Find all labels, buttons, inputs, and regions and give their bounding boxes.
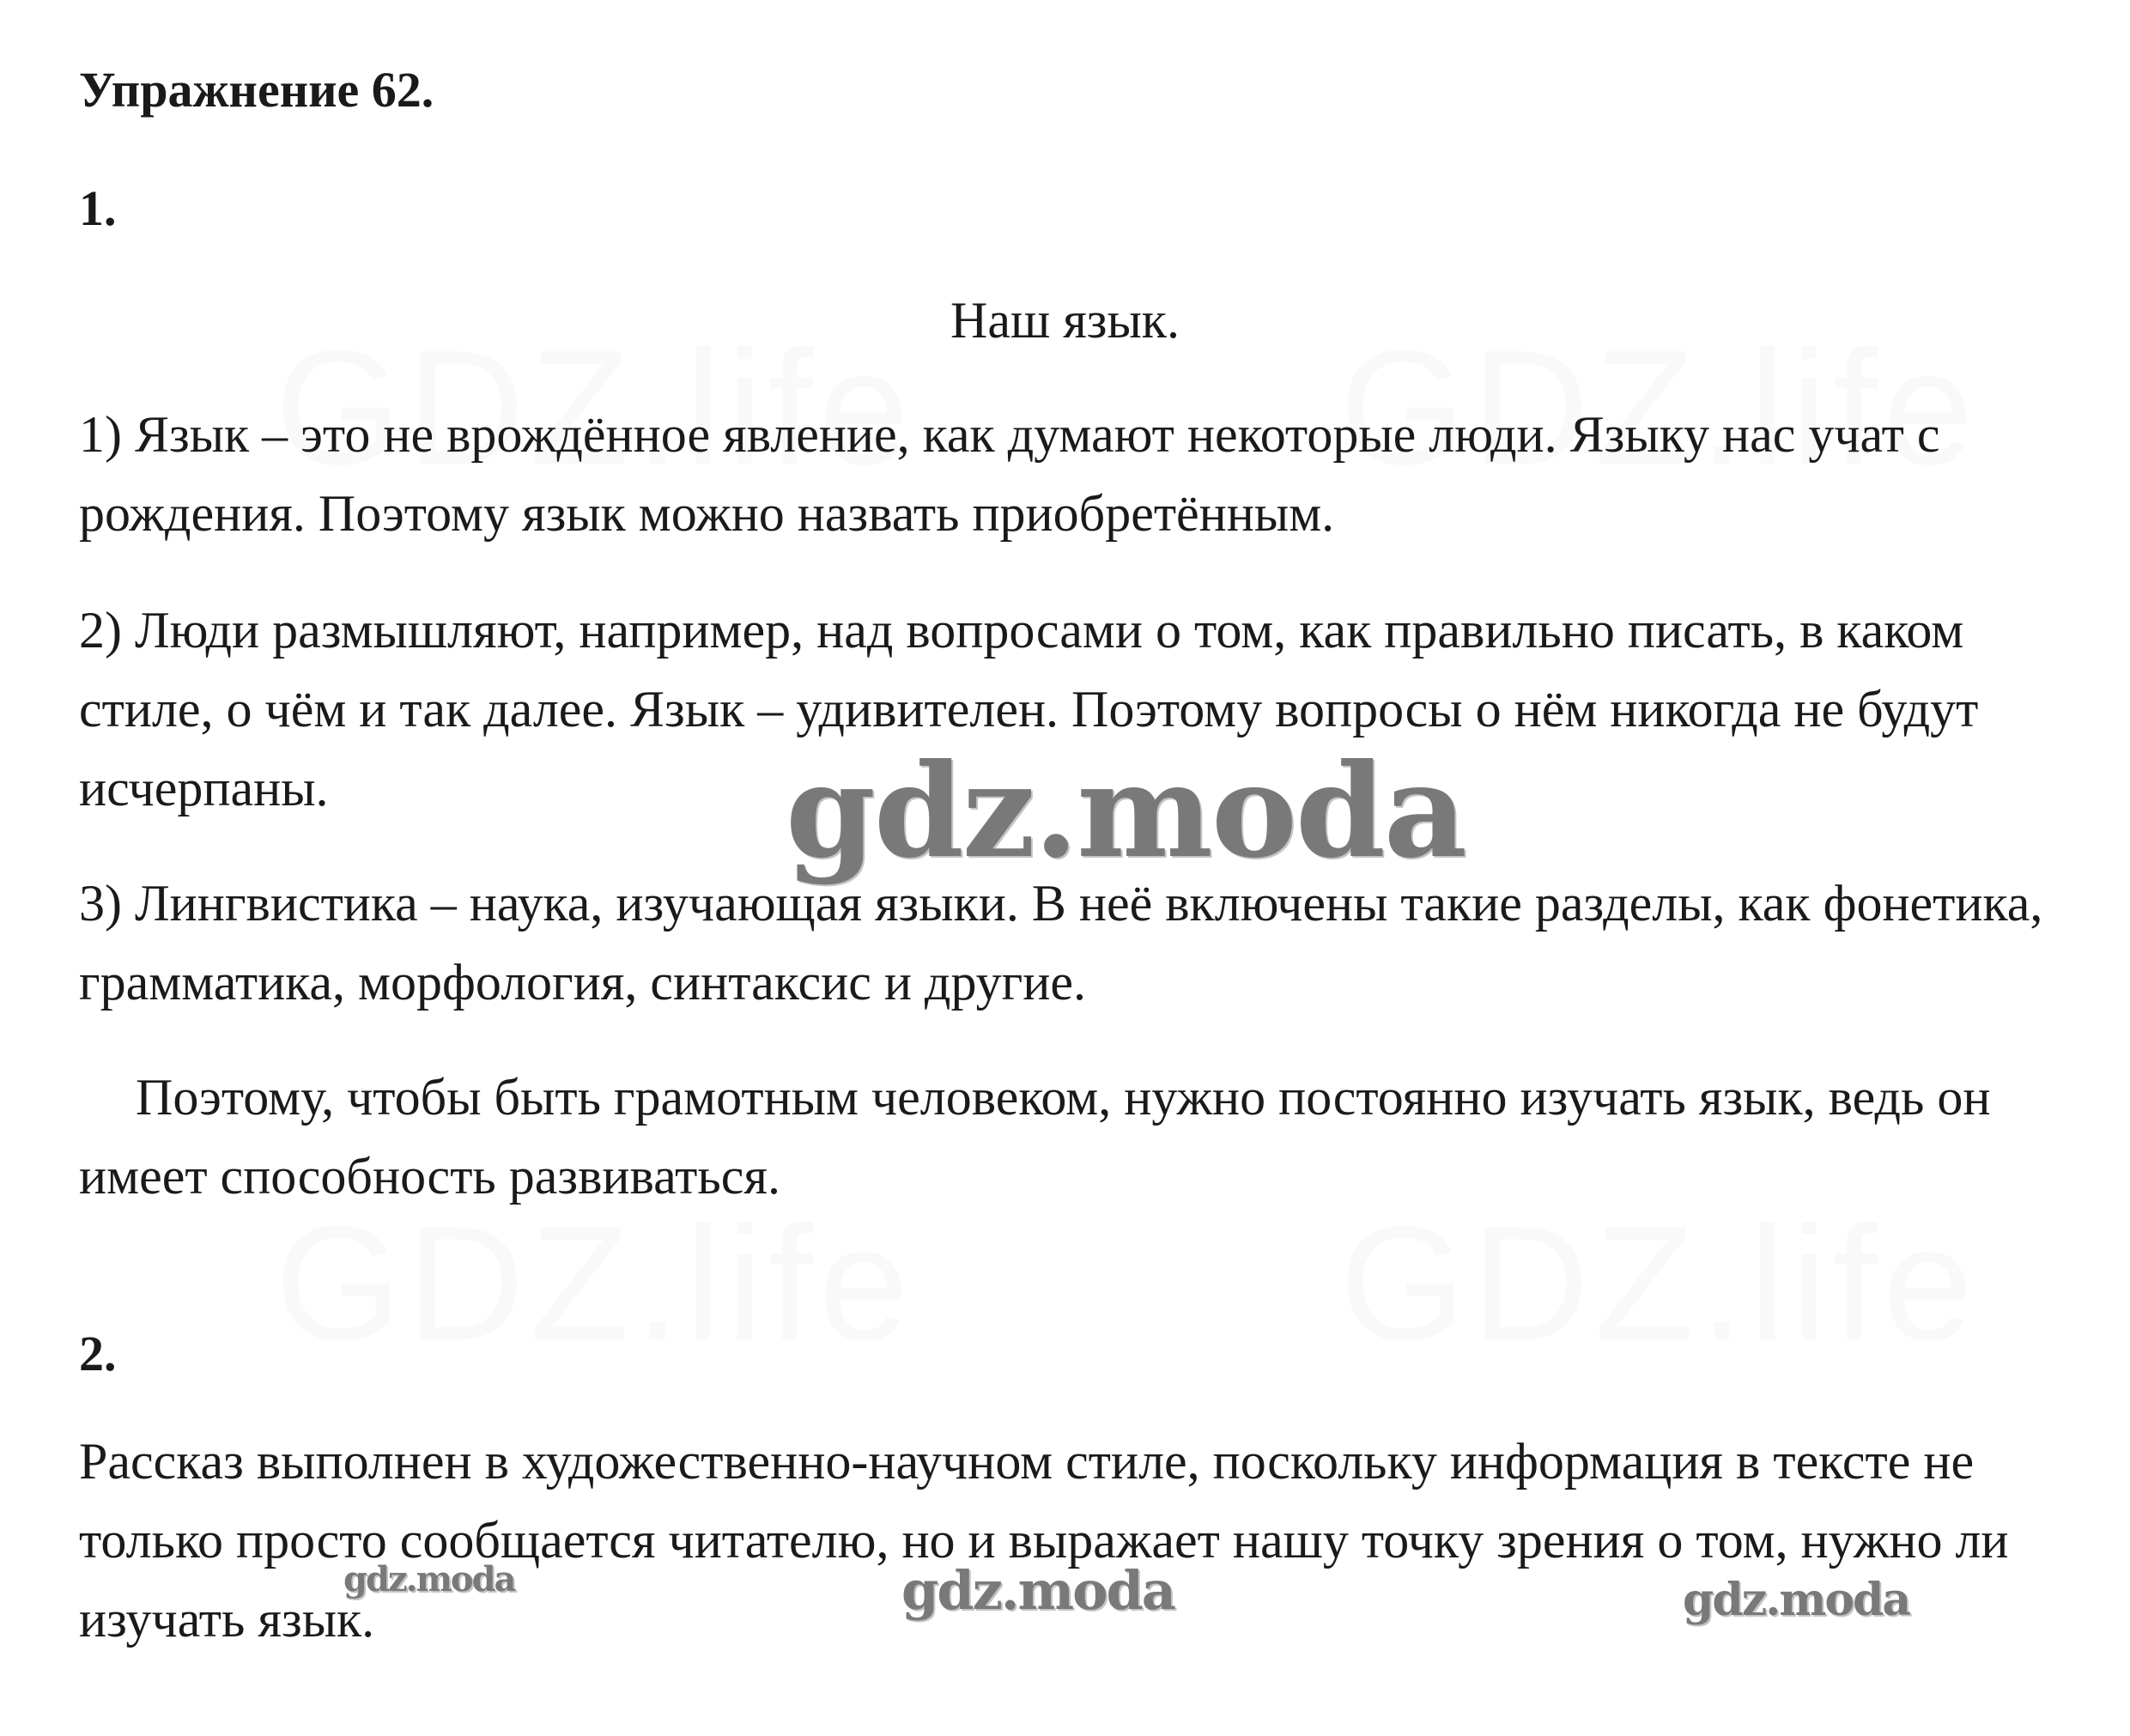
brand-watermark: gdz.moda [901, 1559, 1174, 1622]
paragraph-1: 1) Язык – это не врождённое явление, как думают некоторые люди. Языку нас учат с рождения. Поэтому язык можно назвать приобретённым. [79, 406, 1940, 542]
section-2-number: 2. [79, 1326, 117, 1381]
text-title: Наш язык. [950, 292, 1180, 349]
brand-watermark: gdz.moda [1683, 1574, 1910, 1626]
section-1-number: 1. [79, 180, 117, 236]
paragraph-2: 2) Люди размышляют, например, над вопросами о том, как правильно писать, в каком стиле, о чём и так далее. Язык – удивителен. Поэтому вопросы о нём никогда не будут исчерпаны. [79, 602, 1979, 816]
ghost-watermark [275, 1202, 914, 1365]
brand-watermark: gdz.moda [343, 1559, 515, 1599]
conclusion-paragraph: Поэтому, чтобы быть грамотным человеком, нужно постоянно изучать язык, ведь он имеет способность развиваться. [79, 1069, 1991, 1205]
brand-watermark: gdz.moda [786, 736, 1466, 887]
exercise-heading: Упражнение 62. [79, 62, 434, 118]
ghost-watermark [1339, 1202, 1979, 1365]
paragraph-3: 3) Лингвистика – наука, изучающая языки. В неё включены такие разделы, как фонетика, грамматика, морфология, синтаксис и другие. [79, 875, 2043, 1011]
section-2-paragraph: Рассказ выполнен в художественно-научном стиле, поскольку информация в тексте не только просто сообщается читателю, но и выражает нашу точку зрения о том, нужно ли изучать язык. [79, 1433, 2009, 1648]
